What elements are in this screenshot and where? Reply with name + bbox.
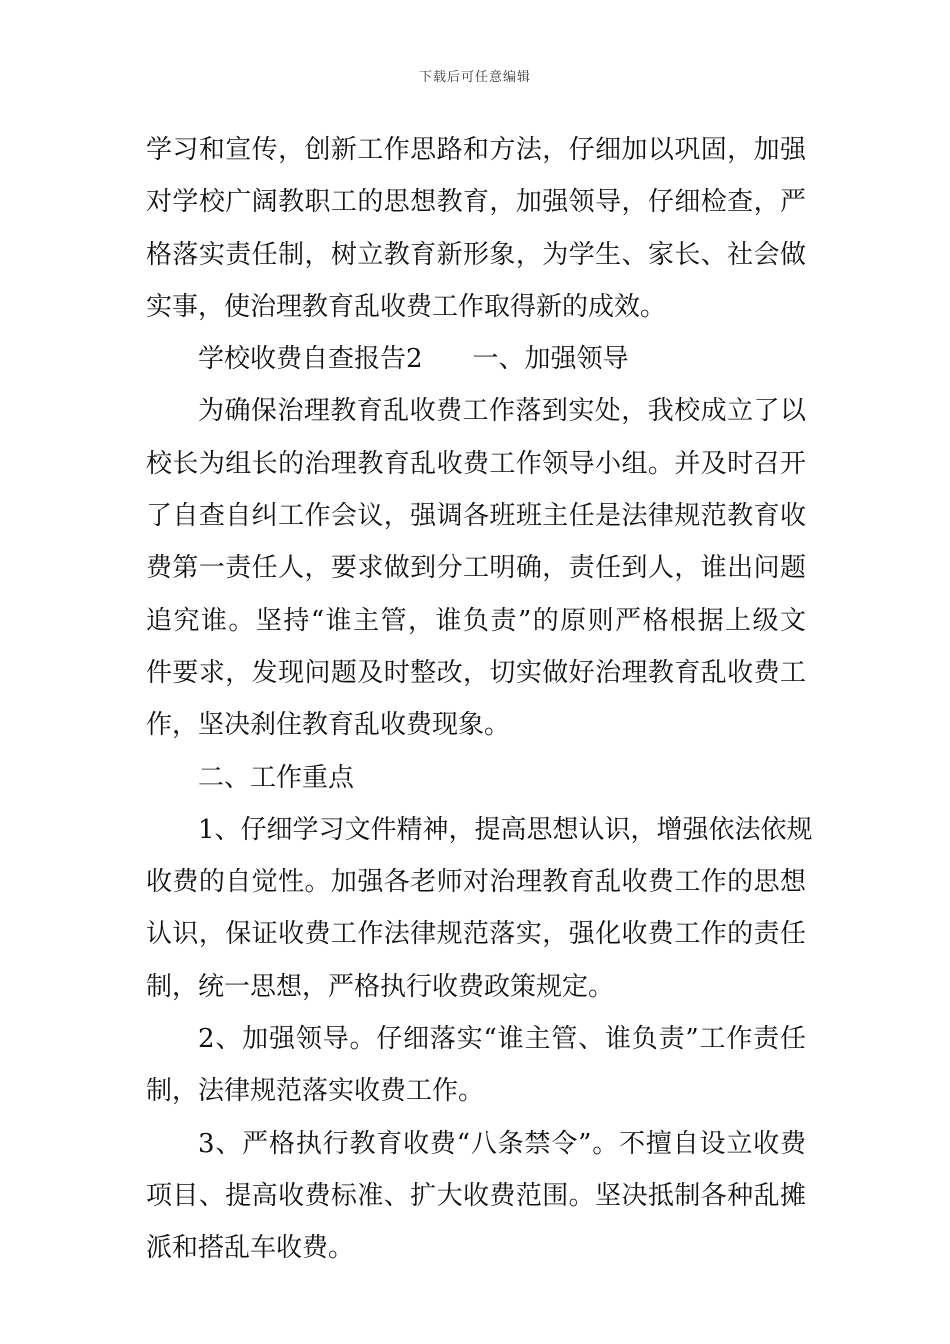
paragraph-2-line-1: 为确保治理教育乱收费工作落到实处，我校成立了以 — [198, 396, 806, 427]
report-title: 学校收费自查报告2 — [198, 344, 423, 375]
paragraph-2-line-7: 作，坚决刹住教育乱收费现象。 — [146, 710, 511, 741]
paragraph-4-line-1: 2、加强领导。仔细落实“谁主管、谁负责”工作责任 — [198, 1024, 806, 1055]
paragraph-1-line-4: 实事，使治理教育乱收费工作取得新的成效。 — [146, 291, 667, 322]
paragraph-5-line-1: 3、严格执行教育收费“八条禁令”。不擅自设立收费 — [198, 1128, 806, 1159]
paragraph-2-line-6: 件要求，发现问题及时整改，切实做好治理教育乱收费工 — [146, 657, 806, 688]
paragraph-2-line-2: 校长为组长的治理教育乱收费工作领导小组。并及时召开 — [146, 448, 806, 479]
download-editable-note: 下载后可任意编辑 — [418, 70, 531, 85]
paragraph-3-line-3: 认识，保证收费工作法律规范落实，强化收费工作的责任 — [146, 919, 806, 950]
document-body — [146, 124, 813, 1275]
paragraph-1-line-3: 格落实责任制，树立教育新形象，为学生、家长、社会做 — [146, 239, 806, 270]
paragraph-2-line-3: 了自查自纠工作会议，强调各班班主任是法律规范教育收 — [146, 501, 806, 532]
paragraph-3-line-1: 1、仔细学习文件精神，提高思想认识，增强依法依规 — [198, 814, 813, 845]
paragraph-3-line-4: 制，统一思想，严格执行收费政策规定。 — [146, 971, 615, 1002]
section-2-heading: 二、工作重点 — [198, 762, 355, 793]
paragraph-3-line-2: 收费的自觉性。加强各老师对治理教育乱收费工作的思想 — [146, 867, 806, 898]
paragraph-1-line-1: 学习和宣传，创新工作思路和方法，仔细加以巩固，加强 — [146, 135, 806, 165]
paragraph-2-line-5: 追究谁。坚持“谁主管，谁负责”的原则严格根据上级文 — [146, 605, 806, 636]
section-1-heading: 一、加强领导 — [472, 344, 629, 375]
report-title-line — [146, 333, 806, 385]
paragraph-5-line-2: 项目、提高收费标准、扩大收费范围。坚决抵制各种乱摊 — [146, 1180, 806, 1211]
paragraph-1-line-2: 对学校广阔教职工的思想教育，加强领导，仔细检查，严 — [146, 187, 806, 218]
paragraph-4-line-2: 制，法律规范落实收费工作。 — [146, 1076, 485, 1107]
paragraph-2-line-4: 费第一责任人，要求做到分工明确，责任到人，谁出问题 — [146, 553, 806, 584]
paragraph-5-line-3: 派和搭乱车收费。 — [146, 1233, 355, 1264]
